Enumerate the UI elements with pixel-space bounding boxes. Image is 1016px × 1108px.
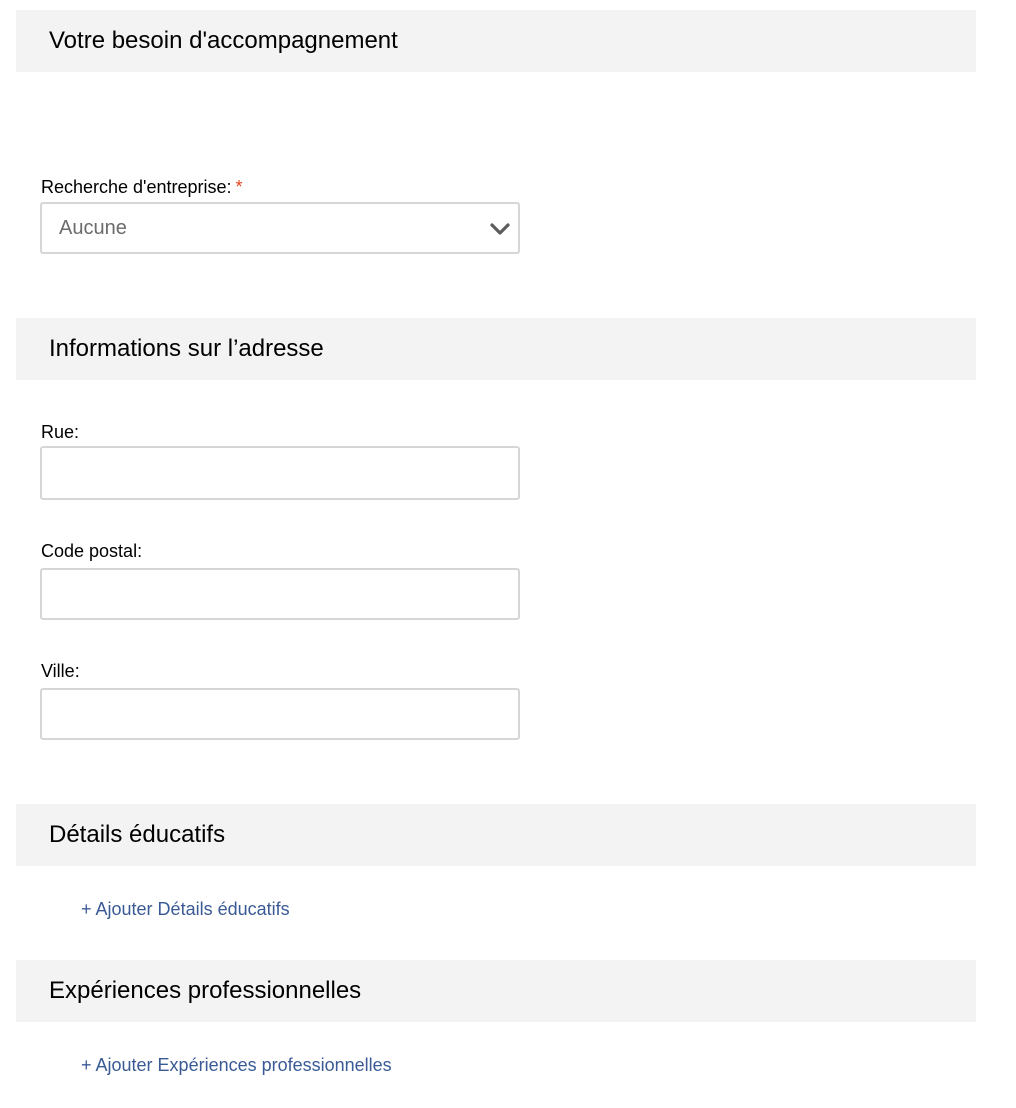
company-search-label-text: Recherche d'entreprise: bbox=[41, 177, 232, 197]
section-title-address: Informations sur l’adresse bbox=[49, 335, 324, 362]
section-header-experience bbox=[16, 960, 976, 1022]
city-label: Ville: bbox=[41, 661, 80, 681]
city-input[interactable] bbox=[40, 688, 520, 740]
section-header-education bbox=[16, 804, 976, 866]
section-title-experience: Expériences professionnelles bbox=[49, 977, 362, 1004]
section-header-support bbox=[16, 10, 976, 72]
company-search-selected-value: Aucune bbox=[59, 216, 127, 239]
company-search-select[interactable] bbox=[40, 202, 520, 254]
add-experience-link[interactable]: + Ajouter Expériences professionnelles bbox=[81, 1055, 392, 1075]
add-education-link[interactable]: + Ajouter Détails éducatifs bbox=[81, 899, 290, 919]
company-search-label bbox=[41, 177, 243, 198]
street-label: Rue: bbox=[41, 422, 80, 442]
section-title-education: Détails éducatifs bbox=[49, 821, 226, 848]
chevron-down-icon bbox=[488, 217, 512, 241]
street-input[interactable] bbox=[40, 446, 520, 500]
section-header-address bbox=[16, 318, 976, 380]
postal-code-input[interactable] bbox=[40, 568, 520, 620]
postal-code-label: Code postal: bbox=[41, 541, 143, 561]
required-marker: * bbox=[235, 177, 243, 197]
section-title-support: Votre besoin d'accompagnement bbox=[49, 27, 398, 54]
